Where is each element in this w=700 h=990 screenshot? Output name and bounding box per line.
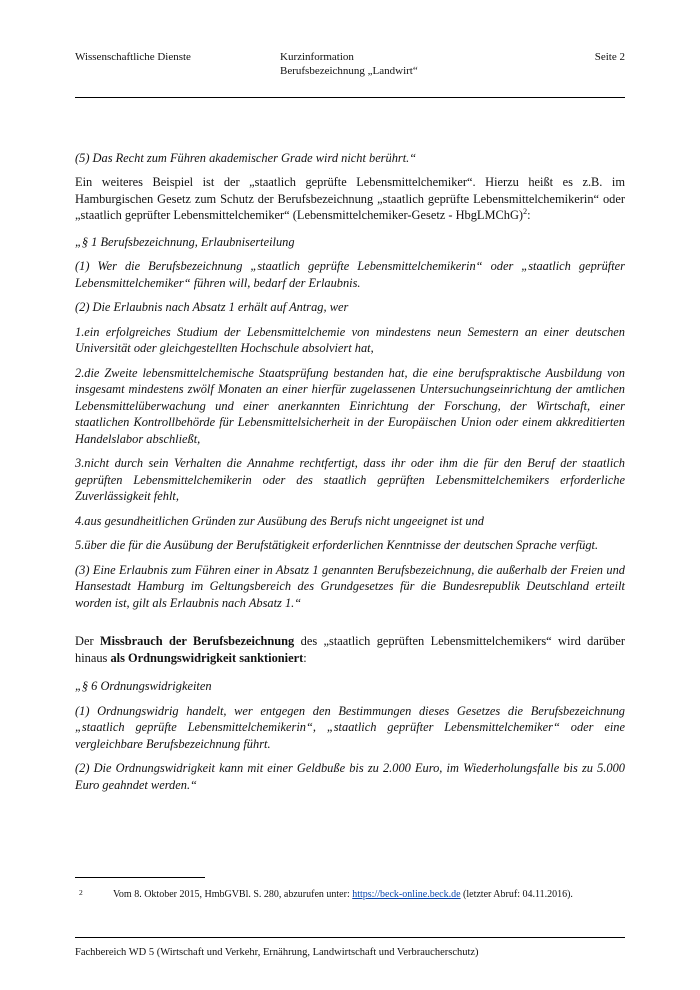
intro-colon: : [527, 208, 531, 223]
header-doc-type [280, 50, 535, 79]
quote-list-item-4: 4.aus gesundheitlichen Gründen zur Ausübung des Berufs nicht ungeeignet ist und [75, 513, 484, 528]
quote-paragraph-abs5: (5) Das Recht zum Führen akademischer Grade wird nicht berührt.“ [75, 150, 417, 165]
quote-paragraph-2: (2) Die Erlaubnis nach Absatz 1 erhält auf Antrag, wer [75, 300, 349, 315]
intro-paragraph [75, 174, 625, 224]
commentary-text-2: des „staatlich geprüften Lebensmittelchemikers“ wird darüber hinaus [75, 634, 625, 665]
footnote-separator [75, 877, 205, 878]
footnote-area [75, 877, 625, 902]
footnote-text-after: (letzter Abruf: 04.11.2016). [460, 889, 573, 900]
page-footer [75, 937, 625, 960]
commentary-paragraph [75, 633, 625, 666]
footnote-link[interactable]: https://beck-online.beck.de [352, 889, 461, 900]
section-6-heading: „§ 6 Ordnungswidrigkeiten [75, 679, 212, 694]
header-doc-type-line2: Berufsbezeichnung „Landwirt“ [280, 65, 418, 78]
quote-paragraph-3: (3) Eine Erlaubnis zum Führen einer in Absatz 1 genannten Berufsbezeichnung, die außerhalb der Freien und Hansestadt Hamburg im Geltungsbereich des Grundgesetzes für die Bundesrepublik Deutschland erteilt worden ist, gilt als Erlaubnis nach Absatz 1.“ [75, 562, 625, 610]
quote-paragraph-6-2: (2) Die Ordnungswidrigkeit kann mit einer Geldbuße bis zu 2.000 Euro, im Wiederholungsfalle bis zu 5.000 Euro geahndet werden.“ [75, 761, 625, 792]
commentary-bold-2: als Ordnungswidrigkeit sanktioniert [110, 650, 304, 665]
document-body [75, 150, 625, 794]
page-header [75, 50, 625, 79]
footnote-number: 2 [79, 888, 83, 897]
section-1-heading: „§ 1 Berufsbezeichnung, Erlaubniserteilung [75, 234, 295, 249]
header-rule [75, 97, 625, 98]
footnote-text [113, 888, 625, 902]
footer-rule [75, 937, 625, 938]
footnote-text-before: Vom 8. Oktober 2015, HmbGVBl. S. 280, abzurufen unter: [113, 889, 353, 900]
header-doc-type-line1: Kurzinformation [280, 51, 354, 63]
quote-list-item-3: 3.nicht durch sein Verhalten die Annahme rechtfertigt, dass ihr oder ihm die für den Beruf der staatlich geprüften Lebensmittelchemikerin oder des staatlich geprüften Lebensmittelchemikers erforderliche Zuverlässigkeit fehlt, [75, 456, 625, 504]
intro-text: Ein weiteres Beispiel ist der „staatlich geprüfte Lebensmittelchemiker“. Hierzu heißt es z.B. im Hamburgischen Gesetz zum Schutz der Berufsbezeichnung „staatlich geprüfte Lebensmittelchemikerin“ oder „staatlich geprüfter Lebensmittelchemiker“ (Lebensmittelchemiker-Gesetz - HbgLMChG) [75, 175, 625, 223]
quote-paragraph-6-1: (1) Ordnungswidrig handelt, wer entgegen den Bestimmungen dieses Gesetzes die Berufsbezeichnung „staatlich geprüfte Lebensmittelchemikerin“, „staatlich geprüfter Lebensmittelchemiker“ oder eine vergleichbare Berufsbezeichnung führt. [75, 703, 625, 751]
quote-list-item-5: 5.über die für die Ausübung der Berufstätigkeit erforderlichen Kenntnisse der deutschen Sprache verfügt. [75, 538, 599, 553]
commentary-bold-1: Missbrauch der Berufsbezeichnung [99, 634, 295, 649]
quote-paragraph-1: (1) Wer die Berufsbezeichnung „staatlich geprüfte Lebensmittelchemikerin“ oder „staatlich geprüfter Lebensmittelchemiker“ führen will, bedarf der Erlaubnis. [75, 259, 625, 290]
quote-list-item-1: 1.ein erfolgreiches Studium der Lebensmittelchemie von mindestens neun Semestern an einer deutschen Universität oder gleichgestellten Hochschule absolviert hat, [75, 324, 625, 356]
footnote-reference-2: 2 [523, 206, 528, 216]
commentary-text-1: Der [75, 634, 100, 649]
footer-department: Fachbereich WD 5 (Wirtschaft und Verkehr, Ernährung, Landwirtschaft und Verbraucherschutz) [75, 947, 479, 959]
commentary-text-3: : [303, 650, 307, 665]
quote-list-item-2: 2.die Zweite lebensmittelchemische Staatsprüfung bestanden hat, die eine berufspraktische Ausbildung von insgesamt mindestens zwölf Monaten an einer hierfür zugelassenen Untersuchungseinrichtung der amtlichen Lebensmittelüberwachung und einer anerkannten Einrichtung der Forschung, der Wirtschaft, einer staatlichen Kontrollbehörde für Lebensmittelsicherheit in der Europäischen Union oder einem akkreditierten Handelslabor abschließt, [75, 365, 625, 446]
header-org: Wissenschaftliche Dienste [75, 51, 191, 63]
footnote-2 [75, 888, 625, 902]
header-page-number: Seite 2 [594, 51, 625, 63]
